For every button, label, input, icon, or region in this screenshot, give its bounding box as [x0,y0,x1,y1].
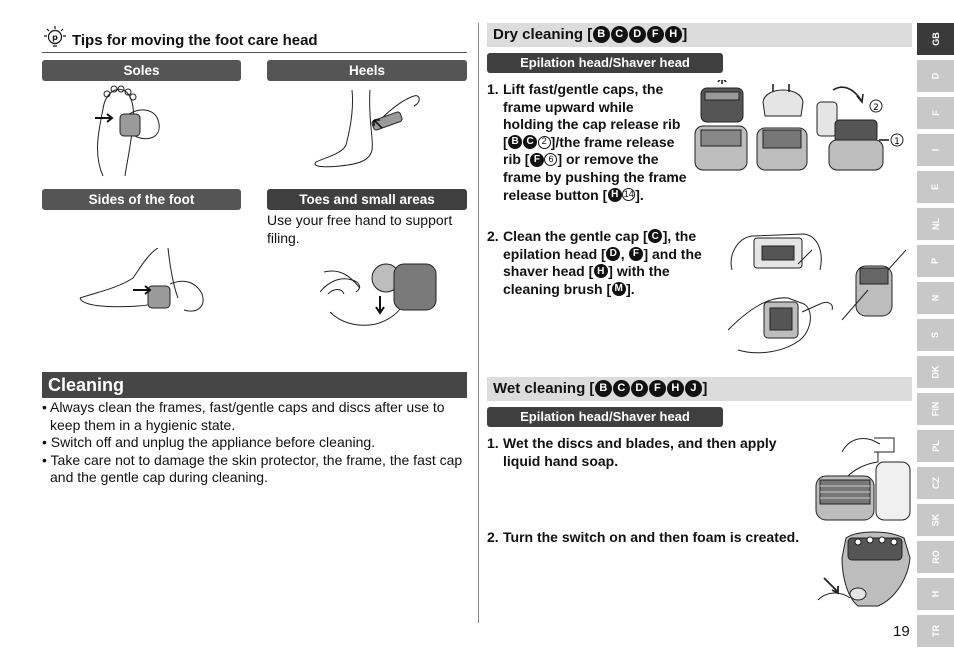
cleaning-heading: Cleaning [42,372,467,398]
toes-illustration [320,252,440,332]
lang-tab-cz[interactable]: CZ [917,467,954,499]
callout-2: 2 [873,103,879,113]
lang-tab-ro[interactable]: RO [917,541,954,573]
lang-tab-fin[interactable]: FIN [917,393,954,425]
letter-badge: J [685,380,702,397]
sides-illustration [78,248,208,323]
lightbulb-tip-icon [42,23,68,49]
callout-1: 1 [894,137,900,147]
lang-tab-gb[interactable]: GB [917,23,954,55]
heels-label: Heels [267,60,467,81]
dry-step-2: 2. Clean the gentle cap [ C ], the epilation head [ D , F ] and the shaver head [ H ] with the cleaning brush [ M ]. [487,228,702,297]
letter-badge: D [631,380,648,397]
letter-badge: D [629,26,646,43]
lang-tab-n[interactable]: N [917,282,954,314]
tips-title: Tips for moving the foot care head [72,32,318,49]
sides-label: Sides of the foot [42,189,241,210]
svg-text:p: p [52,33,58,42]
lang-tab-e[interactable]: E [917,171,954,203]
soles-illustration [85,84,165,179]
lang-tab-i[interactable]: I [917,134,954,166]
lang-tab-d[interactable]: D [917,60,954,92]
lang-tab-dk[interactable]: DK [917,356,954,388]
lang-tab-tr[interactable]: TR [917,615,954,647]
dry-subhead: Epilation head/Shaver head [487,53,723,73]
letter-badge: B [595,380,612,397]
bullet-item: • Take care not to damage the skin protector, the frame, the fast cap and the gentle cap during cleaning. [42,451,463,486]
toes-label: Toes and small areas [267,189,467,210]
letter-badge: F [649,380,666,397]
lang-tab-pl[interactable]: PL [917,430,954,462]
tips-heading [42,27,467,53]
support-text: Use your free hand to support filing. [267,212,453,246]
lang-tab-nl[interactable]: NL [917,208,954,240]
wet-subhead: Epilation head/Shaver head [487,407,723,427]
wet-step-1: 1. Wet the discs and blades, and then apply liquid hand soap. [487,435,777,469]
lang-tab-f[interactable]: F [917,97,954,129]
column-divider [478,23,479,623]
cleaning-bullets [42,399,470,487]
wet-step2-illustration [818,528,913,608]
lang-tab-s[interactable]: S [917,319,954,351]
wet-step-2: 2. Turn the switch on and then foam is created. [487,529,800,545]
lang-tab-p[interactable]: P [917,245,954,277]
bullet-item: • Switch off and unplug the appliance before cleaning. [42,434,376,451]
letter-badge: F [647,26,664,43]
letter-badge: C [613,380,630,397]
dry-cleaning-heading: Dry cleaning [ B C D F H ] [487,23,912,47]
lang-tab-h[interactable]: H [917,578,954,610]
dry-step2-illustration [728,230,913,358]
soles-label: Soles [42,60,241,81]
dry-step-1: 1. Lift fast/gentle caps, the frame upward while holding the cap release rib [ B C 2 ]/the frame release rib [ F 6 ] or remove the frame by pushing the frame release button [ H 14 ]. [487,81,687,203]
wet-step1-illustration [812,432,912,522]
bullet-item: • Always clean the frames, fast/gentle caps and discs after use to keep them in a hygienic state. [42,399,445,433]
letter-badge: C [611,26,628,43]
letter-badge: H [667,380,684,397]
heels-illustration [310,90,425,170]
letter-badge: H [665,26,682,43]
lang-tab-sk[interactable]: SK [917,504,954,536]
letter-badge: B [593,26,610,43]
page-number: 19 [893,623,910,640]
dry-step1-illustration [693,80,908,172]
wet-cleaning-heading: Wet cleaning [ B C D F H J ] [487,377,912,401]
